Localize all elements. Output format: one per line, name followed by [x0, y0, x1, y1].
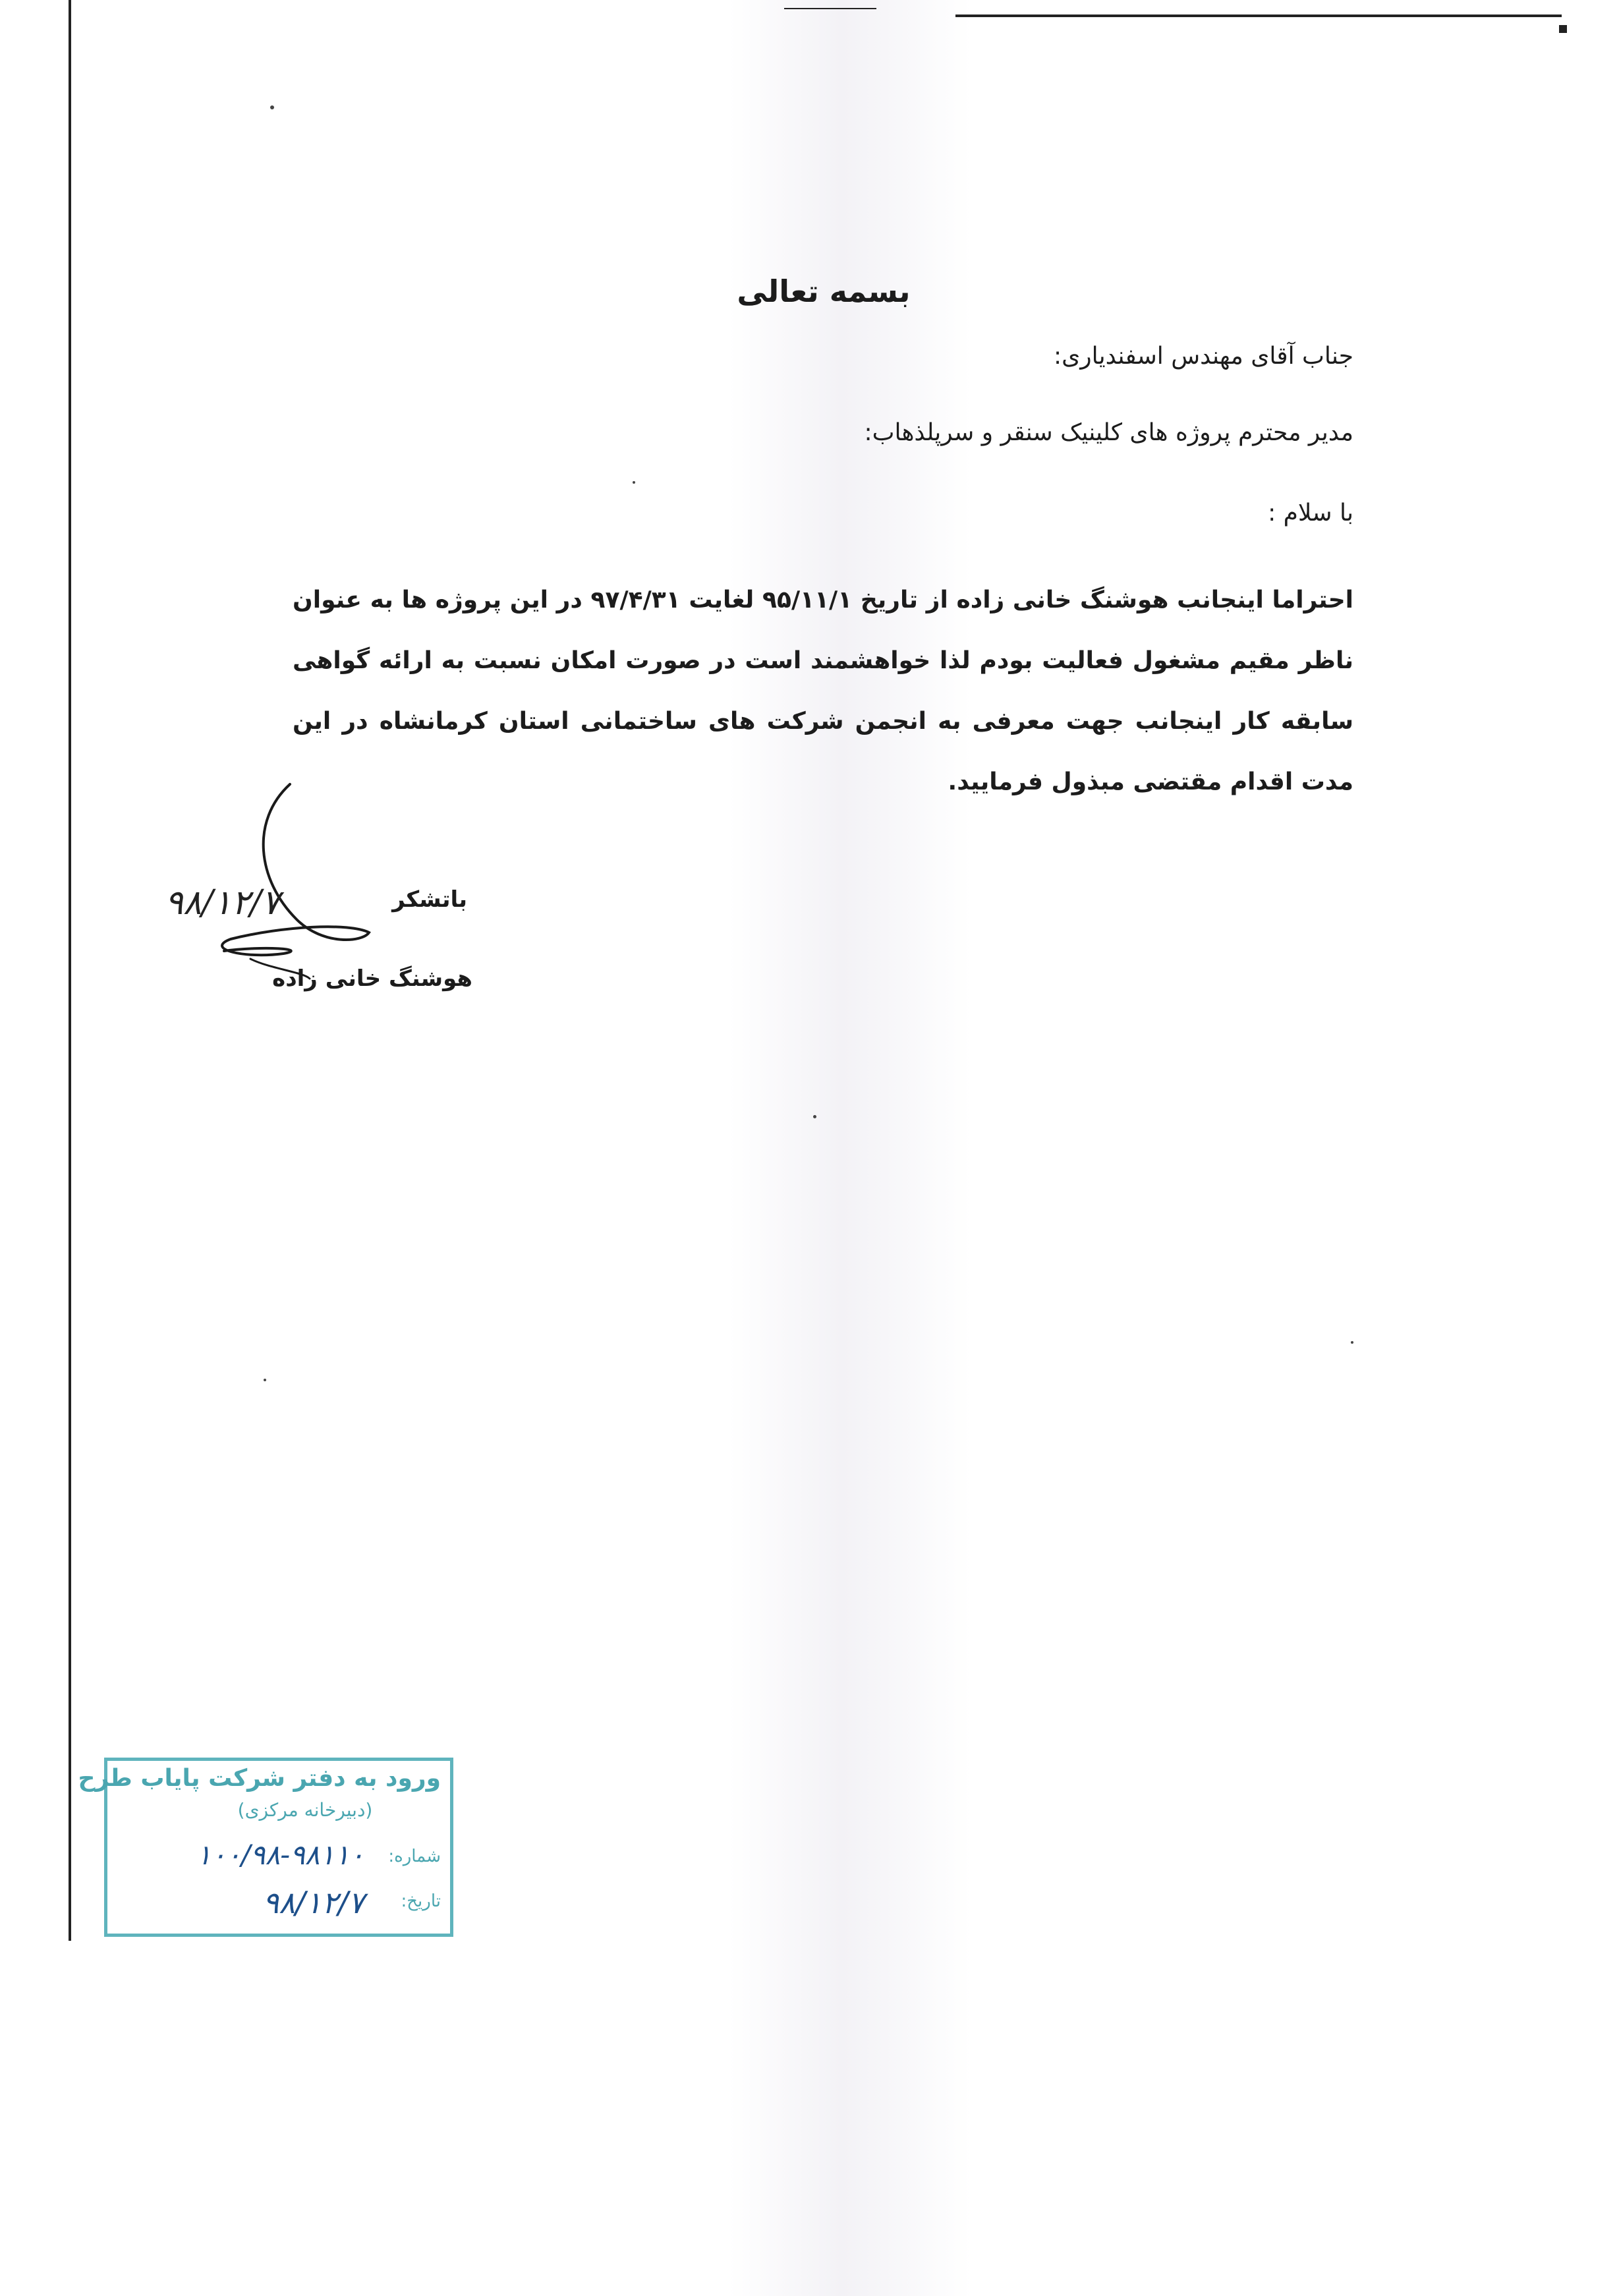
stamp-date-value: ۹۸/۱۲/۷ — [262, 1885, 364, 1920]
stamp-title: ورود به دفتر شرکت پایاب طرح — [78, 1765, 441, 1792]
top-margin-rule — [784, 8, 876, 9]
scan-corner-mark — [1559, 25, 1567, 33]
letter-closing: باتشکر — [392, 886, 467, 913]
letter-greeting: با سلام : — [1268, 500, 1353, 527]
stamp-number-value: ۱۰۰/۹۸-۹۸۱۱۰ — [196, 1839, 364, 1871]
scan-speck — [813, 1115, 816, 1118]
scan-speck — [270, 105, 274, 109]
scan-speck — [1351, 1341, 1353, 1344]
letter-recipient-position: مدیر محترم پروژه های کلینیک سنقر و سرپلذهاب: — [864, 419, 1353, 446]
scan-speck — [264, 1379, 266, 1381]
left-margin-rule — [69, 0, 71, 1941]
signature-date: ۹۸/۱۲/۷ — [165, 883, 280, 923]
signer-name: هوشنگ خانی زاده — [272, 965, 472, 992]
stamp-subtitle: (دبیرخانه مرکزی) — [237, 1799, 373, 1821]
receipt-stamp — [78, 1758, 453, 1937]
letter-invocation: بسمه تعالی — [737, 273, 911, 309]
stamp-number-label: شماره: — [388, 1847, 441, 1866]
scan-speck — [633, 481, 635, 484]
top-margin-rule — [955, 14, 1562, 17]
letter-addressee: جناب آقای مهندس اسفندیاری: — [1053, 343, 1353, 370]
letter-body: احتراما اینجانب هوشنگ خانی زاده از تاریخ ۹۵/۱۱/۱ لغایت ۹۷/۴/۳۱ در این پروژه ها به عنوان ناظر مقیم مشغول فعالیت بودم لذا خواهشمند است در صورت امکان نسبت به ارائه گواهی سابقه کار اینجانب جهت معرفی به انجمن شرکت های ساختمانی استان کرمانشاه در این مدت اقدام مقتضی مبذول فرمایید. — [293, 587, 1353, 795]
stamp-date-label: تاریخ: — [401, 1891, 441, 1911]
